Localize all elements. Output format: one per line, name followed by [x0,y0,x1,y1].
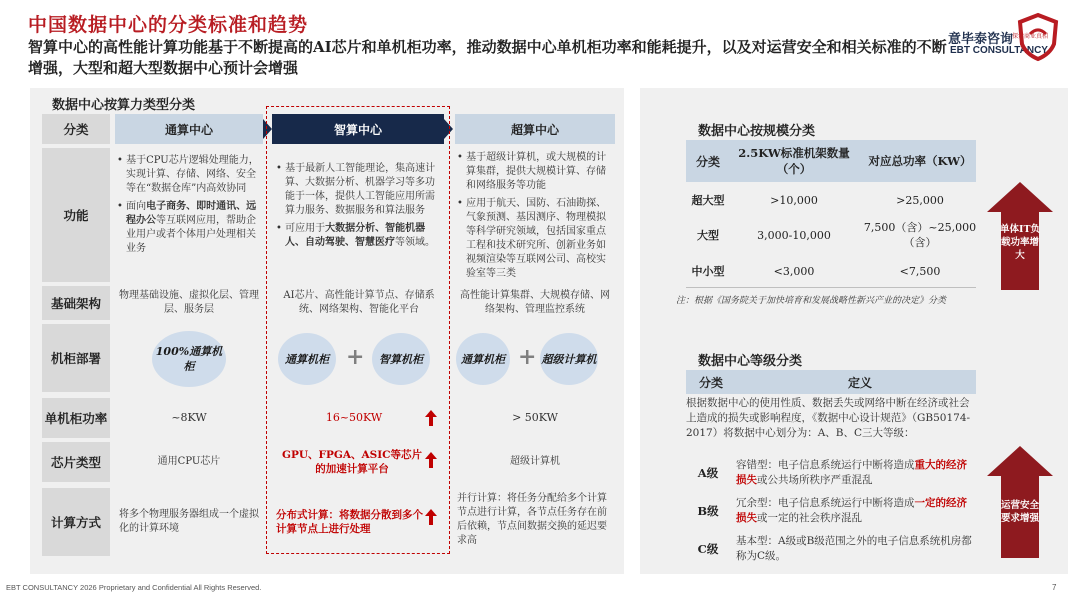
logo-tagline: 探索商业真相 [1012,33,1049,40]
scale-header-power: 对应总功率（KW） [868,154,972,168]
header-category: 分类 [42,114,110,144]
general-compute-text: 将多个物理服务器组成一个虚拟化的计算环境 [119,509,259,534]
general-power-value: ~8KW [171,411,207,424]
grade-intro: 根据数据中心的使用性质、数据丢失或网络中断在经济或社会上造成的损失或影响程度，《数据中心设计规范》（GB50174-2017）将数据中心划分为：A、B、C三大等级： [686,397,971,439]
compute-section-title: 数据中心按算力类型分类 [52,98,196,113]
row-label-chip-type: 芯片类型 [42,442,110,482]
header-super-center: 超算中心 [455,114,615,144]
page-title: 中国数据中心的分类标准和趋势 [28,14,309,36]
scale-row-racks: 3,000-10,000 [757,228,831,242]
scale-header-category: 分类 [695,154,720,169]
intelligent-function-text: • 基于最新人工智能理论，集高速计算、大数据分析、机器学习等多功能于一体，提供人工智能应用所需算力服务、数据服务和算法服务 • 可应用于大数据分析、智能机器人、自动驾驶、智慧医疗等领域。 [276,163,436,248]
footer-copyright: EBT CONSULTANCY 2026 Proprietary and Confidential All Rights Reserved. [6,583,262,592]
logo-text-en: EBT CONSULTANCY [950,45,1048,56]
grade-level-definition: 基本型：A级或B级范围之外的电子信息系统机房都称为C级。 [736,535,972,562]
super-function-text: • 基于超级计算机，或大规模的计算集群，提供大规模计算、存储和网络服务等功能 • 应用于航天、国防、石油勘探、气象预测、基因测序、物理模拟等科学研究领域，包括国家重点工程和技术研究所、创新业务如视频渲染等互联网公司、高校实验室等三类 [457,152,607,279]
general-rack-bubble: 100%通算机柜 [152,331,226,387]
super-infra-text: 高性能计算集群、大规模存储、网络架构、管理监控系统 [460,290,610,315]
grade-level-definition: 冗余型：电子信息系统运行中断将造成一定的经济损失或一定的社会秩序混乱 [736,497,967,524]
header-intelligent-center: 智算中心 [272,114,444,144]
grade-level-label: C级 [697,542,719,556]
header-general-center: 通算中心 [115,114,263,144]
page-subtitle: 智算中心的高性能计算功能基于不断提高的AI芯片和单机柜功率，推动数据中心单机柜功率和能耗提升，以及对运营安全和相关标准的不断增强，大型和超大型数据中心预计会增强 [28,38,947,77]
scale-row-power: <7,500 [899,264,941,278]
scale-arrow-label: 单体IT负载功率增大 [1000,223,1041,261]
grade-header-definition: 定义 [847,375,872,390]
scale-row-racks: >10,000 [770,193,818,207]
row-label-rack-power: 单机柜功率 [42,398,110,438]
super-power-value: > 50KW [512,411,558,424]
general-function-text: • 基于CPU芯片逻辑处理能力，实现计算、存储、网络、安全等在“数据仓库”内高效协同 • 面向电子商务、即时通讯、远程办公等互联网应用，帮助企业用户或者个体用户处理相关业务 [117,155,259,254]
grade-level-label: A级 [697,466,719,480]
intelligent-infra-text: AI芯片、高性能计算节点、存储系统、网络架构、智能化平台 [283,290,435,315]
scale-row-power: >25,000 [896,193,944,207]
scale-row-power: 7,500（含）~25,000（含） [863,221,977,249]
general-infra-text: 物理基础设施、虚拟化层、管理层、服务层 [119,290,259,315]
intel-rack-bubble-general: 通算机柜 [278,333,336,385]
intelligent-chip-value: GPU、FPGA、ASIC等芯片的加速计算平台 [282,449,422,475]
grade-level-definition: 容错型：电子信息系统运行中断将造成重大的经济损失或公共场所秩序严重混乱 [736,459,967,486]
logo-shield-icon [1016,12,1060,62]
grade-level-label: B级 [697,504,719,518]
general-chip-value: 通用CPU芯片 [157,456,221,467]
super-chip-value: 超级计算机 [510,456,560,467]
page-number: 7 [1052,583,1057,592]
scale-row-category: 超大型 [691,193,725,207]
super-rack-bubble-general: 通算机柜 [456,333,510,385]
intelligent-compute-text: 分布式计算：将数据分散到多个计算节点上进行处理 [276,509,423,535]
intelligent-power-value: 16~50KW [325,411,383,424]
intelligent-column-highlight [266,106,450,554]
row-label-infrastructure: 基础架构 [42,286,110,320]
scale-row-category: 大型 [697,228,719,242]
scale-header-racks: 2.5KW标准机架数量（个） [738,146,850,176]
grade-section-title: 数据中心等级分类 [698,354,803,369]
grade-arrow-label: 运营安全要求增强 [1000,500,1039,524]
row-label-function: 功能 [42,148,110,282]
scale-note: 注：根据《国务院关于加快培育和发展战略性新兴产业的决定》分类 [676,296,947,306]
grade-header-category: 分类 [698,375,723,390]
logo-text-cn: 意毕泰咨询 [948,32,1014,47]
super-compute-text: 并行计算：将任务分配给多个计算节点进行计算，各节点任务存在前后依赖，节点间数据交换的延迟要求高 [457,493,607,546]
plus-icon: + [518,344,537,370]
row-label-rack-deploy: 机柜部署 [42,324,110,392]
plus-icon: + [346,344,365,370]
scale-row-category: 中小型 [691,264,725,278]
scale-row-racks: <3,000 [773,264,815,278]
scale-table-bottom-rule [686,287,976,288]
intel-rack-bubble-intelligent: 智算机柜 [372,333,430,385]
super-rack-bubble-super: 超级计算机 [540,333,598,385]
row-label-compute-mode: 计算方式 [42,488,110,556]
scale-section-title: 数据中心按规模分类 [698,124,816,139]
